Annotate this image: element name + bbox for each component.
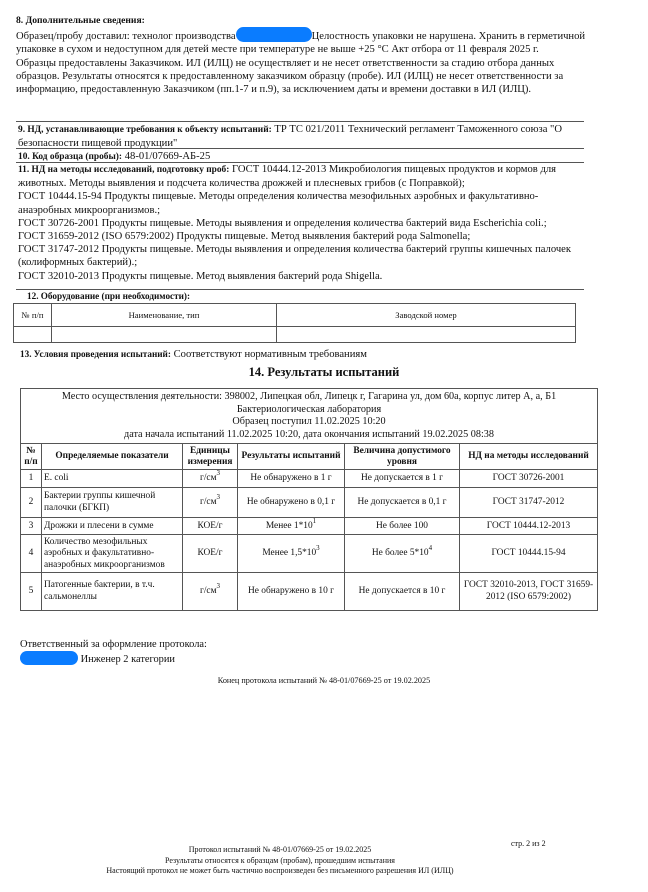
col-header-unit: Единицы измерения	[183, 444, 238, 470]
col-header-number: № п/п	[14, 304, 52, 327]
limit-text: Не допускается в 1 г	[360, 473, 443, 484]
cell-unit	[183, 470, 238, 488]
cell-unit	[183, 535, 238, 573]
cell-limit	[345, 518, 460, 535]
section-9-label: 9. НД, устанавливающие требования к объекту испытаний:	[18, 125, 272, 135]
cell-indicator: E. coli	[42, 470, 183, 488]
cell-limit	[345, 535, 460, 573]
section-9-value: ТР ТС 021/2011 Технический регламент Таможенного союза "О безопасности пищевой продукции"	[18, 124, 563, 150]
unit-text: г/см	[199, 586, 217, 597]
cell-limit	[345, 488, 460, 518]
cell-result	[238, 470, 345, 488]
unit-text: КОЕ/г	[197, 520, 223, 531]
cell-limit	[345, 470, 460, 488]
method-line: ГОСТ 31659-2012 (ISO 6579:2002) Продукты пищевые. Метод выявления бактерий рода Salmonella;	[18, 231, 471, 243]
section-test-conditions	[20, 348, 367, 361]
cell-method: ГОСТ 10444.15-94	[460, 535, 598, 573]
col-header-serial: Заводской номер	[277, 304, 576, 327]
unit-exponent: 3	[216, 582, 221, 591]
cell-result	[238, 488, 345, 518]
result-exponent: 3	[316, 544, 320, 553]
col-header-name: Наименование, тип	[52, 304, 277, 327]
lab-address: Место осуществления деятельности: 398002, Липецкая обл, Липецк г, Гагарина ул, дом 60а, корпус литер А, а, Б1	[61, 391, 557, 402]
cell-method: ГОСТ 31747-2012	[460, 488, 598, 518]
unit-exponent: 3	[216, 469, 221, 478]
cell-number: 2	[21, 488, 42, 518]
cell-result	[238, 535, 345, 573]
redacted-name	[236, 27, 312, 42]
table-row	[21, 518, 598, 535]
col-header-limit: Величина допустимого уровня	[345, 444, 460, 470]
col-header-indicator: Определяемые показатели	[42, 444, 183, 470]
page-number: стр. 2 из 2	[511, 839, 546, 848]
cell-number: 3	[21, 518, 42, 535]
cell-indicator: Патогенные бактерии, в т.ч. сальмонеллы	[42, 573, 183, 611]
lab-info-cell	[21, 389, 598, 444]
delivery-text-before: Образец/пробу доставил: технолог производства	[16, 31, 236, 43]
table-row	[14, 327, 576, 343]
unit-text: КОЕ/г	[197, 548, 223, 559]
limit-text: Не допускается в 0,1 г	[357, 497, 447, 508]
results-table	[20, 388, 598, 611]
table-row	[21, 470, 598, 488]
table-header-row	[14, 304, 576, 327]
footer-results-note: Результаты относятся к образцам (пробам), прошедшим испытания	[165, 855, 395, 865]
col-header-result: Результаты испытаний	[238, 444, 345, 470]
cell-number	[14, 327, 52, 343]
cell-unit	[183, 488, 238, 518]
cell-name	[52, 327, 277, 343]
cell-indicator: Дрожжи и плесени в сумме	[42, 518, 183, 535]
section-12-label: 12. Оборудование (при необходимости):	[27, 291, 191, 301]
result-text: Не обнаружено в 0,1 г	[246, 497, 336, 508]
method-line: ГОСТ 10444.15-94 Продукты пищевые. Методы определения количества мезофильных аэробных и факультативно-анаэробных микроорганизмов.;	[18, 191, 539, 216]
section-additional-info	[16, 14, 586, 96]
section-10-label: 10. Код образца (пробы):	[18, 152, 123, 162]
cell-number: 1	[21, 470, 42, 488]
result-exponent: 1	[312, 516, 317, 525]
result-text: Не обнаружено в 1 г	[250, 473, 332, 484]
disclaimer-text: Образцы предоставлены Заказчиком. ИЛ (ИЛЦ) не осуществляет и не несет ответственности за стадию отбора данных образцов. Результаты относятся к предоставленному заказчиком образцу (пробе). ИЛ (ИЛЦ) не несет ответственности за информацию, предоставленную Заказчиком (пп.1-7 и п.9), за исключением даты и времени доставки в ИЛ (ИЛЦ).	[16, 57, 564, 96]
cell-number: 5	[21, 573, 42, 611]
footer-protocol: Протокол испытаний № 48-01/07669-25 от 19.02.2025	[188, 845, 372, 854]
lab-info-row	[21, 389, 598, 444]
responsible-person	[20, 651, 207, 666]
cell-number: 4	[21, 535, 42, 573]
unit-text: г/см	[199, 497, 217, 508]
section-requirements	[18, 123, 584, 150]
result-text: Не обнаружено в 10 г	[248, 586, 334, 597]
results-title: 14. Результаты испытаний	[248, 365, 400, 379]
table-row	[21, 573, 598, 611]
cell-serial	[277, 327, 576, 343]
cell-result	[238, 573, 345, 611]
sample-code: 48-01/07669-АБ-25	[124, 151, 211, 162]
divider	[16, 121, 584, 122]
col-header-method: НД на методы исследований	[460, 444, 598, 470]
unit-exponent: 3	[216, 493, 221, 502]
test-dates: дата начала испытаний 11.02.2025 10:20, дата окончания испытаний 19.02.2025 08:38	[124, 428, 494, 440]
end-of-protocol: Конец протокола испытаний № 48-01/07669-25 от 19.02.2025	[217, 676, 431, 685]
lab-name: Бактериологическая лаборатория	[236, 403, 382, 415]
cell-method: ГОСТ 32010-2013, ГОСТ 31659-2012 (ISO 6579:2002)	[460, 573, 598, 611]
unit-text: г/см	[199, 473, 217, 484]
limit-exponent: 4	[428, 544, 433, 553]
method-line: ГОСТ 10444.12-2013 Микробиология пищевых продуктов и кормов для животных. Методы выявления и подсчета количества дрожжей и плесневых грибов (с Поправкой);	[18, 164, 556, 190]
section-13-label: 13. Условия проведения испытаний:	[20, 349, 171, 359]
cell-result	[238, 518, 345, 535]
cell-unit	[183, 518, 238, 535]
divider	[16, 148, 584, 149]
page-footer	[0, 845, 530, 877]
section-8-heading: 8. Дополнительные сведения:	[16, 15, 145, 26]
section-methods	[18, 163, 584, 283]
method-line: ГОСТ 32010-2013 Продукты пищевые. Метод выявления бактерий рода Shigella.	[18, 270, 383, 282]
limit-text: Не допускается в 10 г	[358, 586, 446, 597]
cell-limit	[345, 573, 460, 611]
method-line: ГОСТ 31747-2012 Продукты пищевые. Методы выявления и определения количества бактерий группы кишечных палочек (колиформных бактерий).;	[18, 244, 572, 269]
sample-received: Образец поступил 11.02.2025 10:20	[232, 416, 386, 428]
redacted-name	[20, 651, 78, 665]
responsible-block	[20, 638, 207, 666]
limit-text: Не более 5*10	[371, 548, 429, 559]
table-row	[21, 488, 598, 518]
cell-indicator: Количество мезофильных аэробных и факультативно-анаэробных микроорганизмов	[42, 535, 183, 573]
result-text: Менее 1*10	[265, 520, 313, 531]
cell-indicator: Бактерии группы кишечной палочки (БГКП)	[42, 488, 183, 518]
table-header-row	[21, 444, 598, 470]
equipment-table	[13, 303, 576, 343]
section-11-label: 11. НД на методы исследований, подготовку проб:	[18, 165, 230, 175]
col-header-number: № п/п	[21, 444, 42, 470]
cell-method: ГОСТ 10444.12-2013	[460, 518, 598, 535]
footer-copy-note: Настоящий протокол не может быть частично воспроизведен без письменного разрешения ИЛ (ИЛЦ)	[106, 866, 454, 876]
responsible-position: Инженер 2 категории	[80, 654, 175, 665]
responsible-label: Ответственный за оформление протокола:	[20, 639, 207, 650]
section-13-value: Соответствуют нормативным требованиям	[173, 349, 367, 360]
delivery-info	[16, 27, 586, 56]
result-text: Менее 1,5*10	[262, 548, 317, 559]
cell-method: ГОСТ 30726-2001	[460, 470, 598, 488]
limit-text: Не более 100	[375, 520, 428, 531]
table-row	[21, 535, 598, 573]
delivery-text-after: Целостность упаковки не нарушена. Хранить в герметичной упаковке в сухом и недоступном для детей месте при температуре не выше +25 °С Акт отбора от 11 февраля 2025 г.	[16, 31, 586, 56]
method-line: ГОСТ 30726-2001 Продукты пищевые. Методы выявления и определения количества бактерий вида Escherichia coli.;	[18, 217, 547, 229]
cell-unit	[183, 573, 238, 611]
